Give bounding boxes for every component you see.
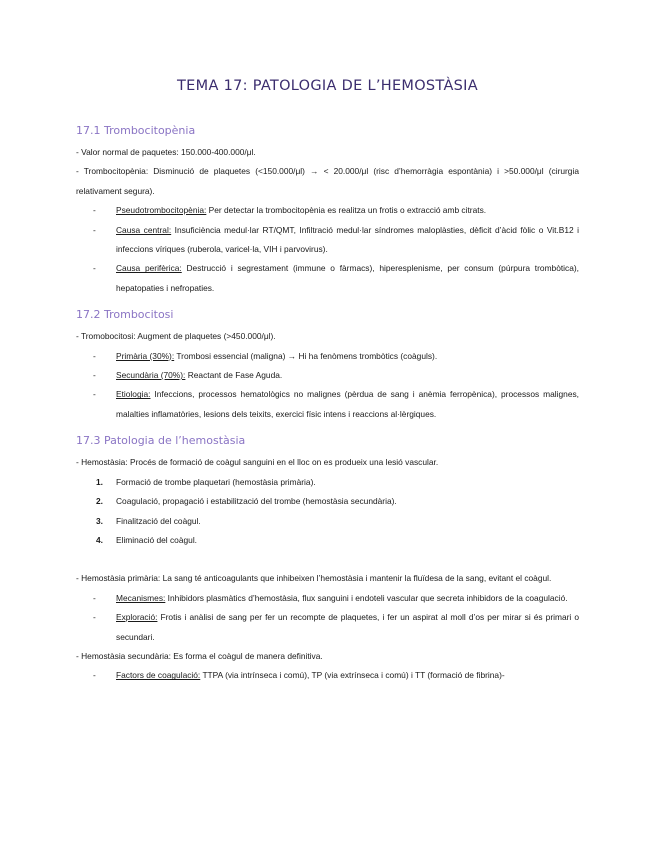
item-label: Causa perifèrica: xyxy=(116,263,182,274)
item-text: Inhibidors plasmàtics d’hemostàsia, flux sanguini i endoteli vascular que secreta inhibidors de la coagulació. xyxy=(165,592,568,603)
list-item: - Pseudotrombocitopènia: Per detectar la trombocitopènia es realitza un frotis o extracció amb citrats. xyxy=(93,205,487,216)
numbered-item: 3. Finalització del coàgul. xyxy=(96,515,201,526)
item-text: Reactant de Fase Aguda. xyxy=(185,370,283,381)
list-item: - Secundària (70%): Reactant de Fase Aguda. xyxy=(93,370,283,381)
list-item: - Causa perifèrica: Destrucció i segrestament (immune o fàrmacs), hiperesplenisme, per consum (púrpura trombòtica), hepatopaties i nefropaties. xyxy=(93,263,580,293)
item-label: Causa central: xyxy=(116,224,172,235)
list-item: - Etiologia: Infeccions, processos hematològics no malignes (pèrdua de sang i anèmia ferropènica), processos malignes, malalties inflamatòries, lesions dels teixits, exercici físic intens i reaccions al·lèrgiques. xyxy=(93,389,579,419)
paragraph: - Valor normal de paquetes: 150.000-400.000/μl. xyxy=(76,147,256,157)
numbered-item: 1. Formació de trombe plaquetari (hemostàsia primària). xyxy=(96,476,316,487)
item-text: Trombosi essencial (maligna) → Hi ha fenòmens trombòtics (coàguls). xyxy=(174,350,438,361)
item-label: Primària (30%): xyxy=(116,350,175,361)
item-text: Per detectar la trombocitopènia es realitza un frotis o extracció amb citrats. xyxy=(206,205,487,216)
item-text: TTPA (via intrínseca i comú), TP (via extrínseca i comú) i TT (formació de fibrina)- xyxy=(200,670,505,681)
section-heading: 17.3 Patologia de l’hemostàsia xyxy=(76,434,246,448)
item-label: Pseudotrombocitopènia: xyxy=(116,205,207,216)
list-item: - Mecanismes: Inhibidors plasmàtics d’hemostàsia, flux sanguini i endoteli vascular que secreta inhibidors de la coagulació. xyxy=(93,592,568,603)
list-item: - Causa central: Insuficiència medul·lar RT/QMT, Infiltració medul·lar síndromes maloplàsties, dèficit d’àcid fòlic o Vit.B12 i infeccions víriques (ruberola, varicel·la, VIH i parvovirus). xyxy=(93,224,580,255)
section-heading: 17.2 Trombocitosi xyxy=(76,308,174,322)
paragraph: - Tromobocitosi: Augment de plaquetes (>450.000/μl). xyxy=(76,331,276,342)
paragraph: - Hemostàsia primària: La sang té anticoagulants que inhibeixen l’hemostàsia i mantenir la fluïdesa de la sang, evitant el coàgul. xyxy=(76,573,552,584)
list-item: - Factors de coagulació: TTPA (via intrínseca i comú), TP (via extrínseca i comú) i TT (formació de fibrina)- xyxy=(93,670,505,681)
paragraph: - Hemostàsia secundària: Es forma el coàgul de manera definitiva. xyxy=(76,650,323,661)
section-heading: 17.1 Trombocitopènia xyxy=(76,124,196,137)
numbered-item: 4. Eliminació del coàgul. xyxy=(96,534,198,545)
item-text: Frotis i anàlisi de sang per fer un recompte de plaquetes, i fer un aspirat al moll d’os per mirar si és primari o secundari. xyxy=(116,612,579,642)
item-label: Etiologia: xyxy=(116,389,151,400)
numbered-item: 2. Coagulació, propagació i estabilització del trombe (hemostàsia secundària). xyxy=(96,496,397,507)
item-text: Infeccions, processos hematològics no malignes (pèrdua de sang i anèmia ferropènica), processos malignes, malalties inflamatòries, lesions dels teixits, exercici físic intens i reaccions al·lèrgiques. xyxy=(116,389,579,419)
page-title: TEMA 17: PATOLOGIA DE L’HEMOSTÀSIA xyxy=(177,78,478,94)
item-label: Factors de coagulació: xyxy=(116,670,201,681)
list-item: - Exploració: Frotis i anàlisi de sang per fer un recompte de plaquetes, i fer un aspirat al moll d’os per mirar si és primari o secundari. xyxy=(93,612,579,642)
list-item: - Primària (30%): Trombosi essencial (maligna) → Hi ha fenòmens trombòtics (coàguls). xyxy=(93,350,438,361)
item-label: Exploració: xyxy=(116,612,158,623)
item-text: Destrucció i segrestament (immune o fàrmacs), hiperesplenisme, per consum (púrpura trombòtica), hepatopaties i nefropaties. xyxy=(116,263,580,293)
document-body xyxy=(76,124,579,686)
item-label: Secundària (70%): xyxy=(116,370,186,381)
item-label: Mecanismes: xyxy=(116,592,166,603)
paragraph: - Trombocitopènia: Disminució de plaquetes (<150.000/μl) → < 20.000/μl (risc d’hemorràgia espontània) i >50.000/μl (cirurgia relativament segura). xyxy=(76,166,579,196)
paragraph: - Hemostàsia: Procés de formació de coàgul sanguini en el lloc on es produeix una lesió vascular. xyxy=(76,457,439,468)
item-text: Insuficiència medul·lar RT/QMT, Infiltració medul·lar síndromes maloplàsties, dèficit d’àcid fòlic o Vit.B12 i infeccions víriques (ruberola, varicel·la, VIH i parvovirus). xyxy=(116,224,580,255)
